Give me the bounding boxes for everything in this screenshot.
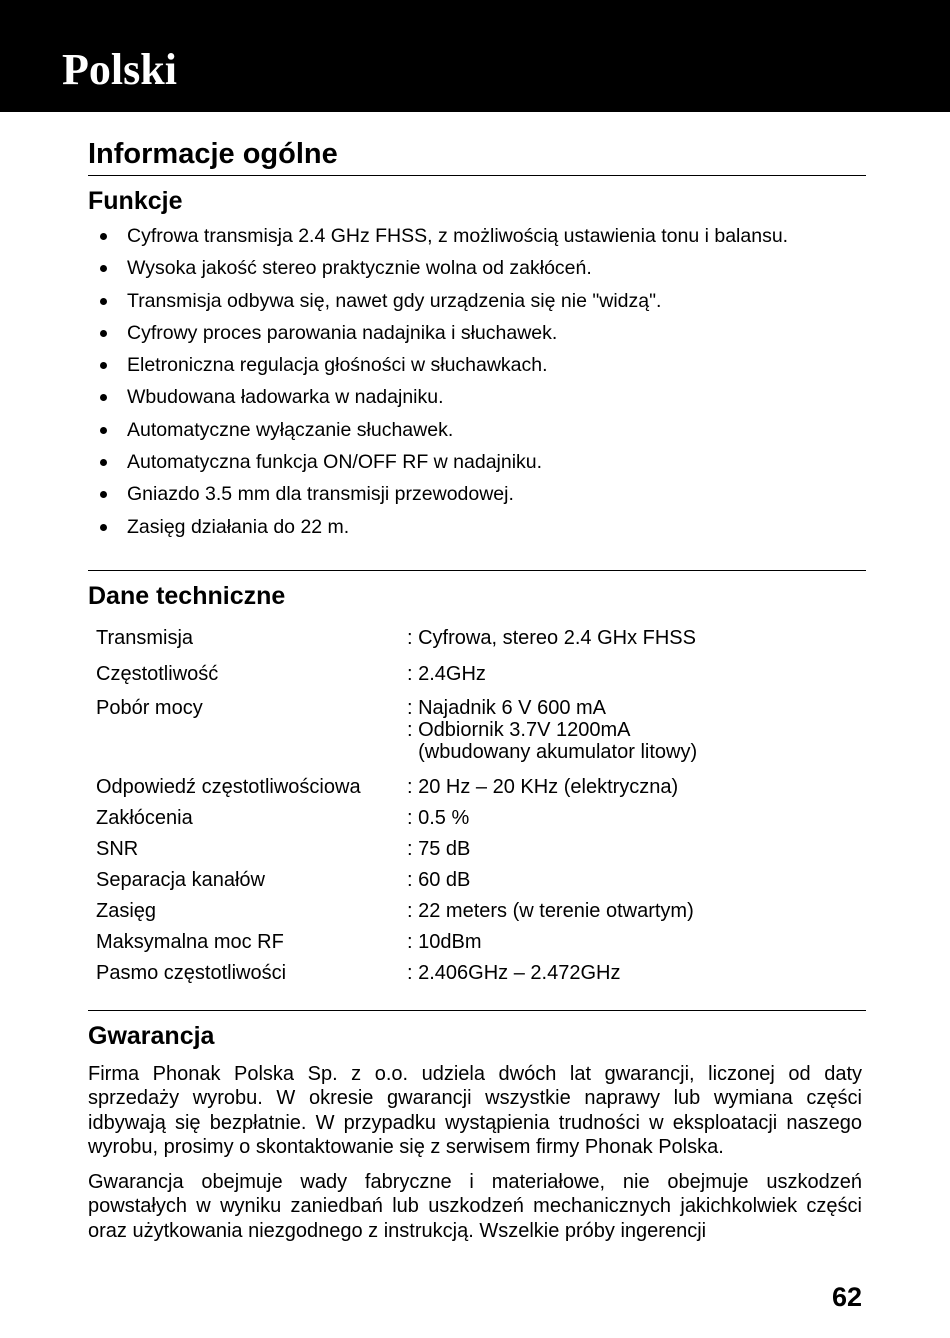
list-item: Wbudowana ładowarka w nadajniku. [95, 383, 875, 415]
section-title-general: Informacje ogólne [88, 138, 338, 170]
spec-value: : 0.5 % [407, 807, 470, 829]
bullet-icon [100, 298, 107, 305]
spec-value: : 2.406GHz – 2.472GHz [407, 962, 621, 984]
bullet-icon [100, 427, 107, 434]
spec-value: : 20 Hz – 20 KHz (elektryczna) [407, 776, 679, 798]
list-item: Automatyczne wyłączanie słuchawek. [95, 416, 875, 448]
spec-label: Częstotliwość [96, 663, 219, 685]
spec-value: : 75 dB [407, 838, 471, 860]
list-item: Transmisja odbywa się, nawet gdy urządzenia się nie "widzą". [95, 287, 875, 319]
list-item: Gniazdo 3.5 mm dla transmisji przewodowej. [95, 480, 875, 512]
spec-label: Pobór mocy [96, 697, 203, 719]
spec-label: Separacja kanałów [96, 869, 265, 891]
list-item: Wysoka jakość stereo praktycznie wolna od zakłóceń. [95, 254, 875, 286]
spec-label: SNR [96, 838, 139, 860]
spec-value: : 2.4GHz [407, 663, 486, 685]
list-item: Automatyczna funkcja ON/OFF RF w nadajniku. [95, 448, 875, 480]
bullet-icon [100, 233, 107, 240]
spec-label: Zasięg [96, 900, 157, 922]
spec-value: : 22 meters (w terenie otwartym) [407, 900, 694, 922]
features-heading: Funkcje [88, 187, 183, 215]
bullet-icon [100, 491, 107, 498]
warranty-paragraph: Gwarancja obejmuje wady fabryczne i materiałowe, nie obejmuje uszkodzeń powstałych w wyniku zaniedbań lub uszkodzeń mechanicznych jakichkolwiek części oraz użytkowania niezgodnego z instrukcją. Wszelkie próby ingerencji [88, 1171, 862, 1242]
bullet-icon [100, 265, 107, 272]
bullet-icon [100, 394, 107, 401]
bullet-icon [100, 524, 107, 531]
bullet-icon [100, 362, 107, 369]
spec-label: Pasmo częstotliwości [96, 962, 287, 984]
spec-label: Maksymalna moc RF [96, 931, 284, 953]
list-item: Cyfrowy proces parowania nadajnika i słuchawek. [95, 319, 875, 351]
section-divider [88, 570, 866, 571]
language-banner [0, 0, 950, 112]
specs-heading: Dane techniczne [88, 582, 286, 610]
title-rule [88, 175, 866, 176]
spec-value: : Najadnik 6 V 600 mA : Odbiornik 3.7V 1200mA (wbudowany akumulator litowy) [407, 697, 698, 763]
spec-label: Transmisja [96, 627, 194, 649]
spec-value: : Cyfrowa, stereo 2.4 GHx FHSS [407, 627, 696, 649]
list-item: Eletroniczna regulacja głośności w słuchawkach. [95, 351, 875, 383]
spec-value: : 10dBm [407, 931, 482, 953]
bullet-icon [100, 330, 107, 337]
spec-label: Zakłócenia [96, 807, 193, 829]
bullet-icon [100, 459, 107, 466]
list-item: Cyfrowa transmisja 2.4 GHz FHSS, z możliwością ustawienia tonu i balansu. [95, 222, 875, 254]
section-divider [88, 1010, 866, 1011]
spec-value: : 60 dB [407, 869, 471, 891]
list-item: Zasięg działania do 22 m. [95, 513, 875, 545]
features-list [95, 222, 875, 545]
language-title: Polski [62, 45, 177, 94]
page-number: 62 [831, 1282, 862, 1312]
warranty-heading: Gwarancja [88, 1022, 215, 1050]
spec-label: Odpowiedź częstotliwościowa [96, 776, 361, 798]
warranty-paragraph: Firma Phonak Polska Sp. z o.o. udziela dwóch lat gwarancji, liczonej od daty sprzedaży wyrobu. W okresie gwarancji wszystkie naprawy lub wymiana części idbywają się bezpłatnie. W przypadku wystąpienia trudności w eksploatacji naszego wyrobu, prosimy o skontaktowanie się z serwisem firmy Phonak Polska. [88, 1063, 862, 1158]
